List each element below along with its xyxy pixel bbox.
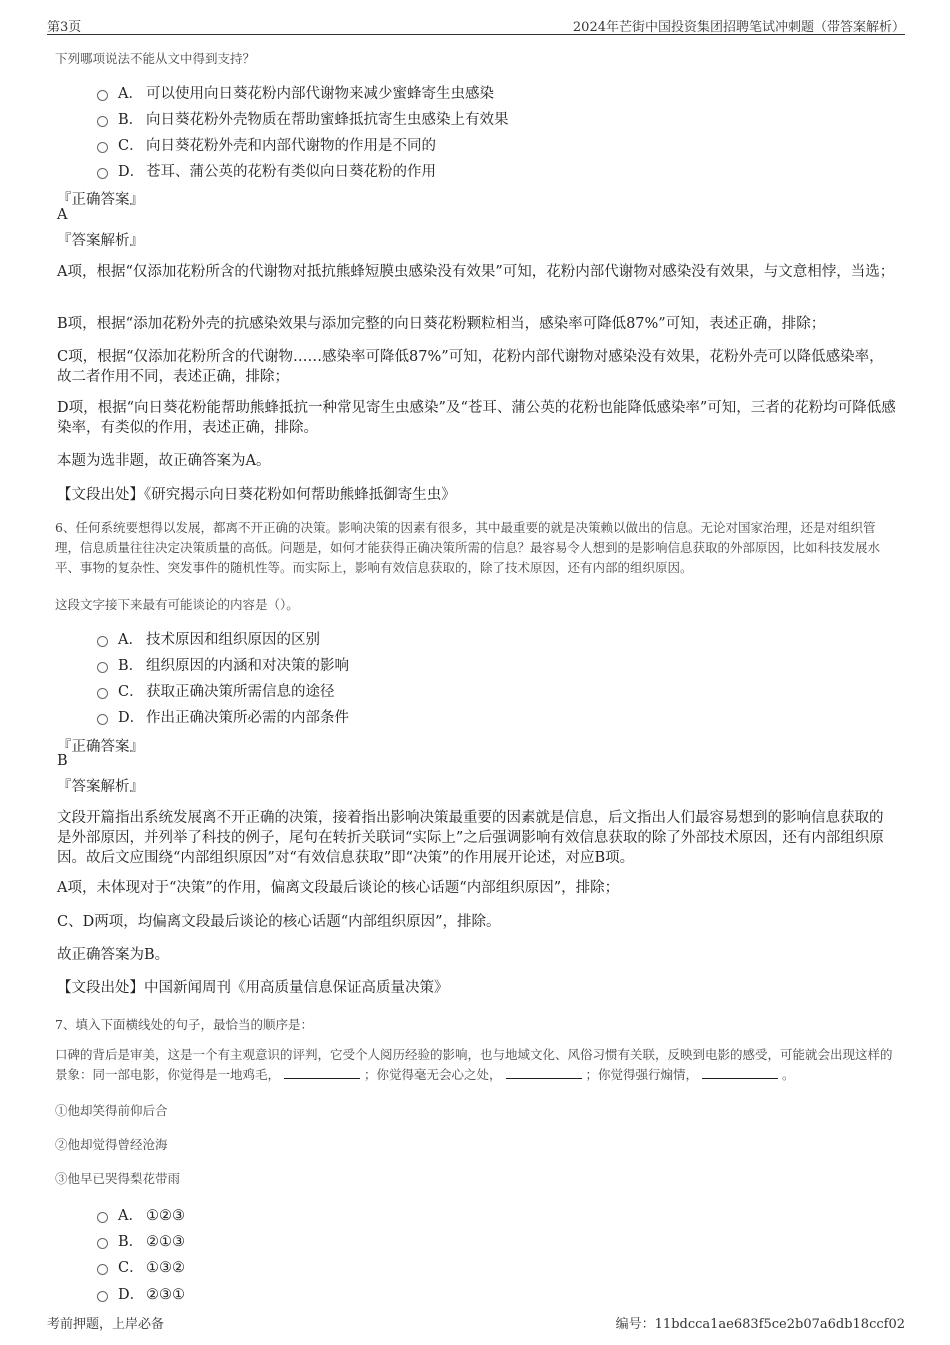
q5-question: 下列哪项说法不能从文中得到支持？ [55, 51, 256, 66]
blank-1[interactable] [284, 1066, 360, 1079]
q5-option-b[interactable]: B． 向日葵花粉外壳物质在帮助蜜蜂抵抗寄生虫感染上有效果 [97, 108, 509, 129]
q5-analysis-d: D项，根据“向日葵花粉能帮助熊蜂抵抗一种常见寄生虫感染”及“苍耳、蒲公英的花粉也能降低感染率”可知，三者的花粉均可降低感染率，有类似的作用，表述正确，排除。 [57, 400, 896, 436]
document-title: 2024年芒街中国投资集团招聘笔试冲刺题（带答案解析） [572, 20, 905, 35]
radio-button[interactable] [97, 714, 108, 725]
radio-button[interactable] [97, 1291, 108, 1302]
q5-option-d[interactable]: D． 苍耳、蒲公英的花粉有类似向日葵花粉的作用 [97, 160, 436, 181]
q6-analysis-label: 『答案解析』 [57, 779, 144, 795]
q5-analysis-b: B项，根据“添加花粉外壳的抗感染效果与添加完整的向日葵花粉颗粒相当，感染率可降低87%”可知，表述正确，排除； [57, 316, 826, 332]
q5-source: 【文段出处】《研究揭示向日葵花粉如何帮助熊蜂抵御寄生虫》 [57, 487, 456, 503]
radio-button[interactable] [97, 1238, 108, 1249]
blank-2[interactable] [506, 1066, 582, 1079]
radio-button[interactable] [97, 688, 108, 699]
q5-analysis-c: C项，根据“仅添加花粉所含的代谢物……感染率可降低87%”可知，花粉内部代谢物对感染没有效果，花粉外壳可以降低感染率，故二者作用不同，表述正确，排除； [57, 349, 884, 385]
q5-analysis-a: A项，根据“仅添加花粉所含的代谢物对抵抗熊蜂短膜虫感染没有效果”可知，花粉内部代谢物对感染没有效果，与文意相悖，当选； [57, 264, 895, 280]
q7-title: 7、填入下面横线处的句子，最恰当的顺序是： [55, 1017, 313, 1032]
q7-item-3: ③他早已哭得梨花带雨 [55, 1171, 181, 1186]
q6-option-b[interactable]: B． 组织原因的内涵和对决策的影响 [97, 654, 349, 675]
radio-button[interactable] [97, 90, 108, 101]
q6-option-a[interactable]: A． 技术原因和组织原因的区别 [97, 628, 320, 649]
q6-passage: 6、任何系统要想得以发展，都离不开正确的决策。影响决策的因素有很多，其中最重要的就是决策赖以做出的信息。无论对国家治理，还是对组织管理，信息质量往往决定决策质量的高低。问题是，如何才能获得正确决策所需的信息？最容易令人想到的是影响信息获取的外部原因，比如科技发展水平、事物的复杂性、突发事件的随机性等。而实际上，影响有效信息获取的，除了技术原因，还有内部的组织原因。 [55, 520, 881, 575]
q6-conclusion: 故正确答案为B。 [57, 947, 170, 963]
q6-analysis-a: A项，未体现对于“决策”的作用，偏离文段最后谈论的核心话题“内部组织原因”，排除； [57, 880, 620, 896]
radio-button[interactable] [97, 1264, 108, 1275]
q6-analysis-cd: C、D两项，均偏离文段最后谈论的核心话题“内部组织原因”，排除。 [57, 914, 501, 930]
q7-option-c[interactable]: C． ①③② [97, 1256, 185, 1277]
radio-button[interactable] [97, 168, 108, 179]
footer-slogan: 考前押题，上岸必备 [47, 1317, 165, 1332]
q6-question: 这段文字接下来最有可能谈论的内容是（）。 [55, 597, 299, 612]
q6-source: 【文段出处】中国新闻周刊《用高质量信息保证高质量决策》 [57, 980, 449, 996]
q5-analysis-label: 『答案解析』 [57, 233, 144, 249]
q6-analysis-main: 文段开篇指出系统发展离不开正确的决策，接着指出影响决策最重要的因素就是信息，后文指出人们最容易想到的影响信息获取的是外部原因，并列举了科技的例子，尾句在转折关联词“实际上”之后强调影响有效信息获取的除了外部技术原因，还有内部组织原因。故后文应围绕“内部组织原因”对“有效信息获取”即“决策”的作用展开论述，对应B项。 [57, 810, 884, 866]
q5-option-c[interactable]: C． 向日葵花粉外壳和内部代谢物的作用是不同的 [97, 134, 436, 155]
document-id: 编号：11bdcca1ae683f5ce2b07a6db18ccf02 [615, 1317, 905, 1332]
blank-3[interactable] [702, 1066, 778, 1079]
q7-option-b[interactable]: B． ②①③ [97, 1230, 185, 1251]
q6-answer-label: 『正确答案』 [57, 739, 144, 755]
q7-item-1: ①他却笑得前仰后合 [55, 1103, 168, 1118]
q6-option-d[interactable]: D． 作出正确决策所必需的内部条件 [97, 706, 349, 727]
page-footer [47, 1313, 905, 1333]
radio-button[interactable] [97, 1212, 108, 1223]
radio-button[interactable] [97, 636, 108, 647]
page-number: 第3页 [47, 20, 82, 35]
radio-button[interactable] [97, 662, 108, 673]
q5-option-a[interactable]: A． 可以使用向日葵花粉内部代谢物来减少蜜蜂寄生虫感染 [97, 82, 494, 103]
radio-button[interactable] [97, 142, 108, 153]
q5-answer: A [57, 207, 68, 223]
q5-answer-label: 『正确答案』 [57, 192, 144, 208]
q7-item-2: ②他却觉得曾经沧海 [55, 1137, 168, 1152]
q7-passage: 口碑的背后是审美，这是一个有主观意识的评判，它受个人阅历经验的影响，也与地域文化、风俗习惯有关联，反映到电影的感受，可能就会出现这样的景象：同一部电影，你觉得是一地鸡毛， ；你觉得毫无会心之处， ；你觉得强行煽情， 。 [55, 1047, 893, 1082]
q7-option-a[interactable]: A． ①②③ [97, 1204, 185, 1225]
q5-conclusion: 本题为选非题，故正确答案为A。 [57, 453, 271, 469]
radio-button[interactable] [97, 116, 108, 127]
page-header [47, 14, 905, 35]
q6-option-c[interactable]: C． 获取正确决策所需信息的途径 [97, 680, 335, 701]
q7-option-d[interactable]: D． ②③① [97, 1283, 185, 1304]
q6-answer: B [57, 753, 68, 769]
